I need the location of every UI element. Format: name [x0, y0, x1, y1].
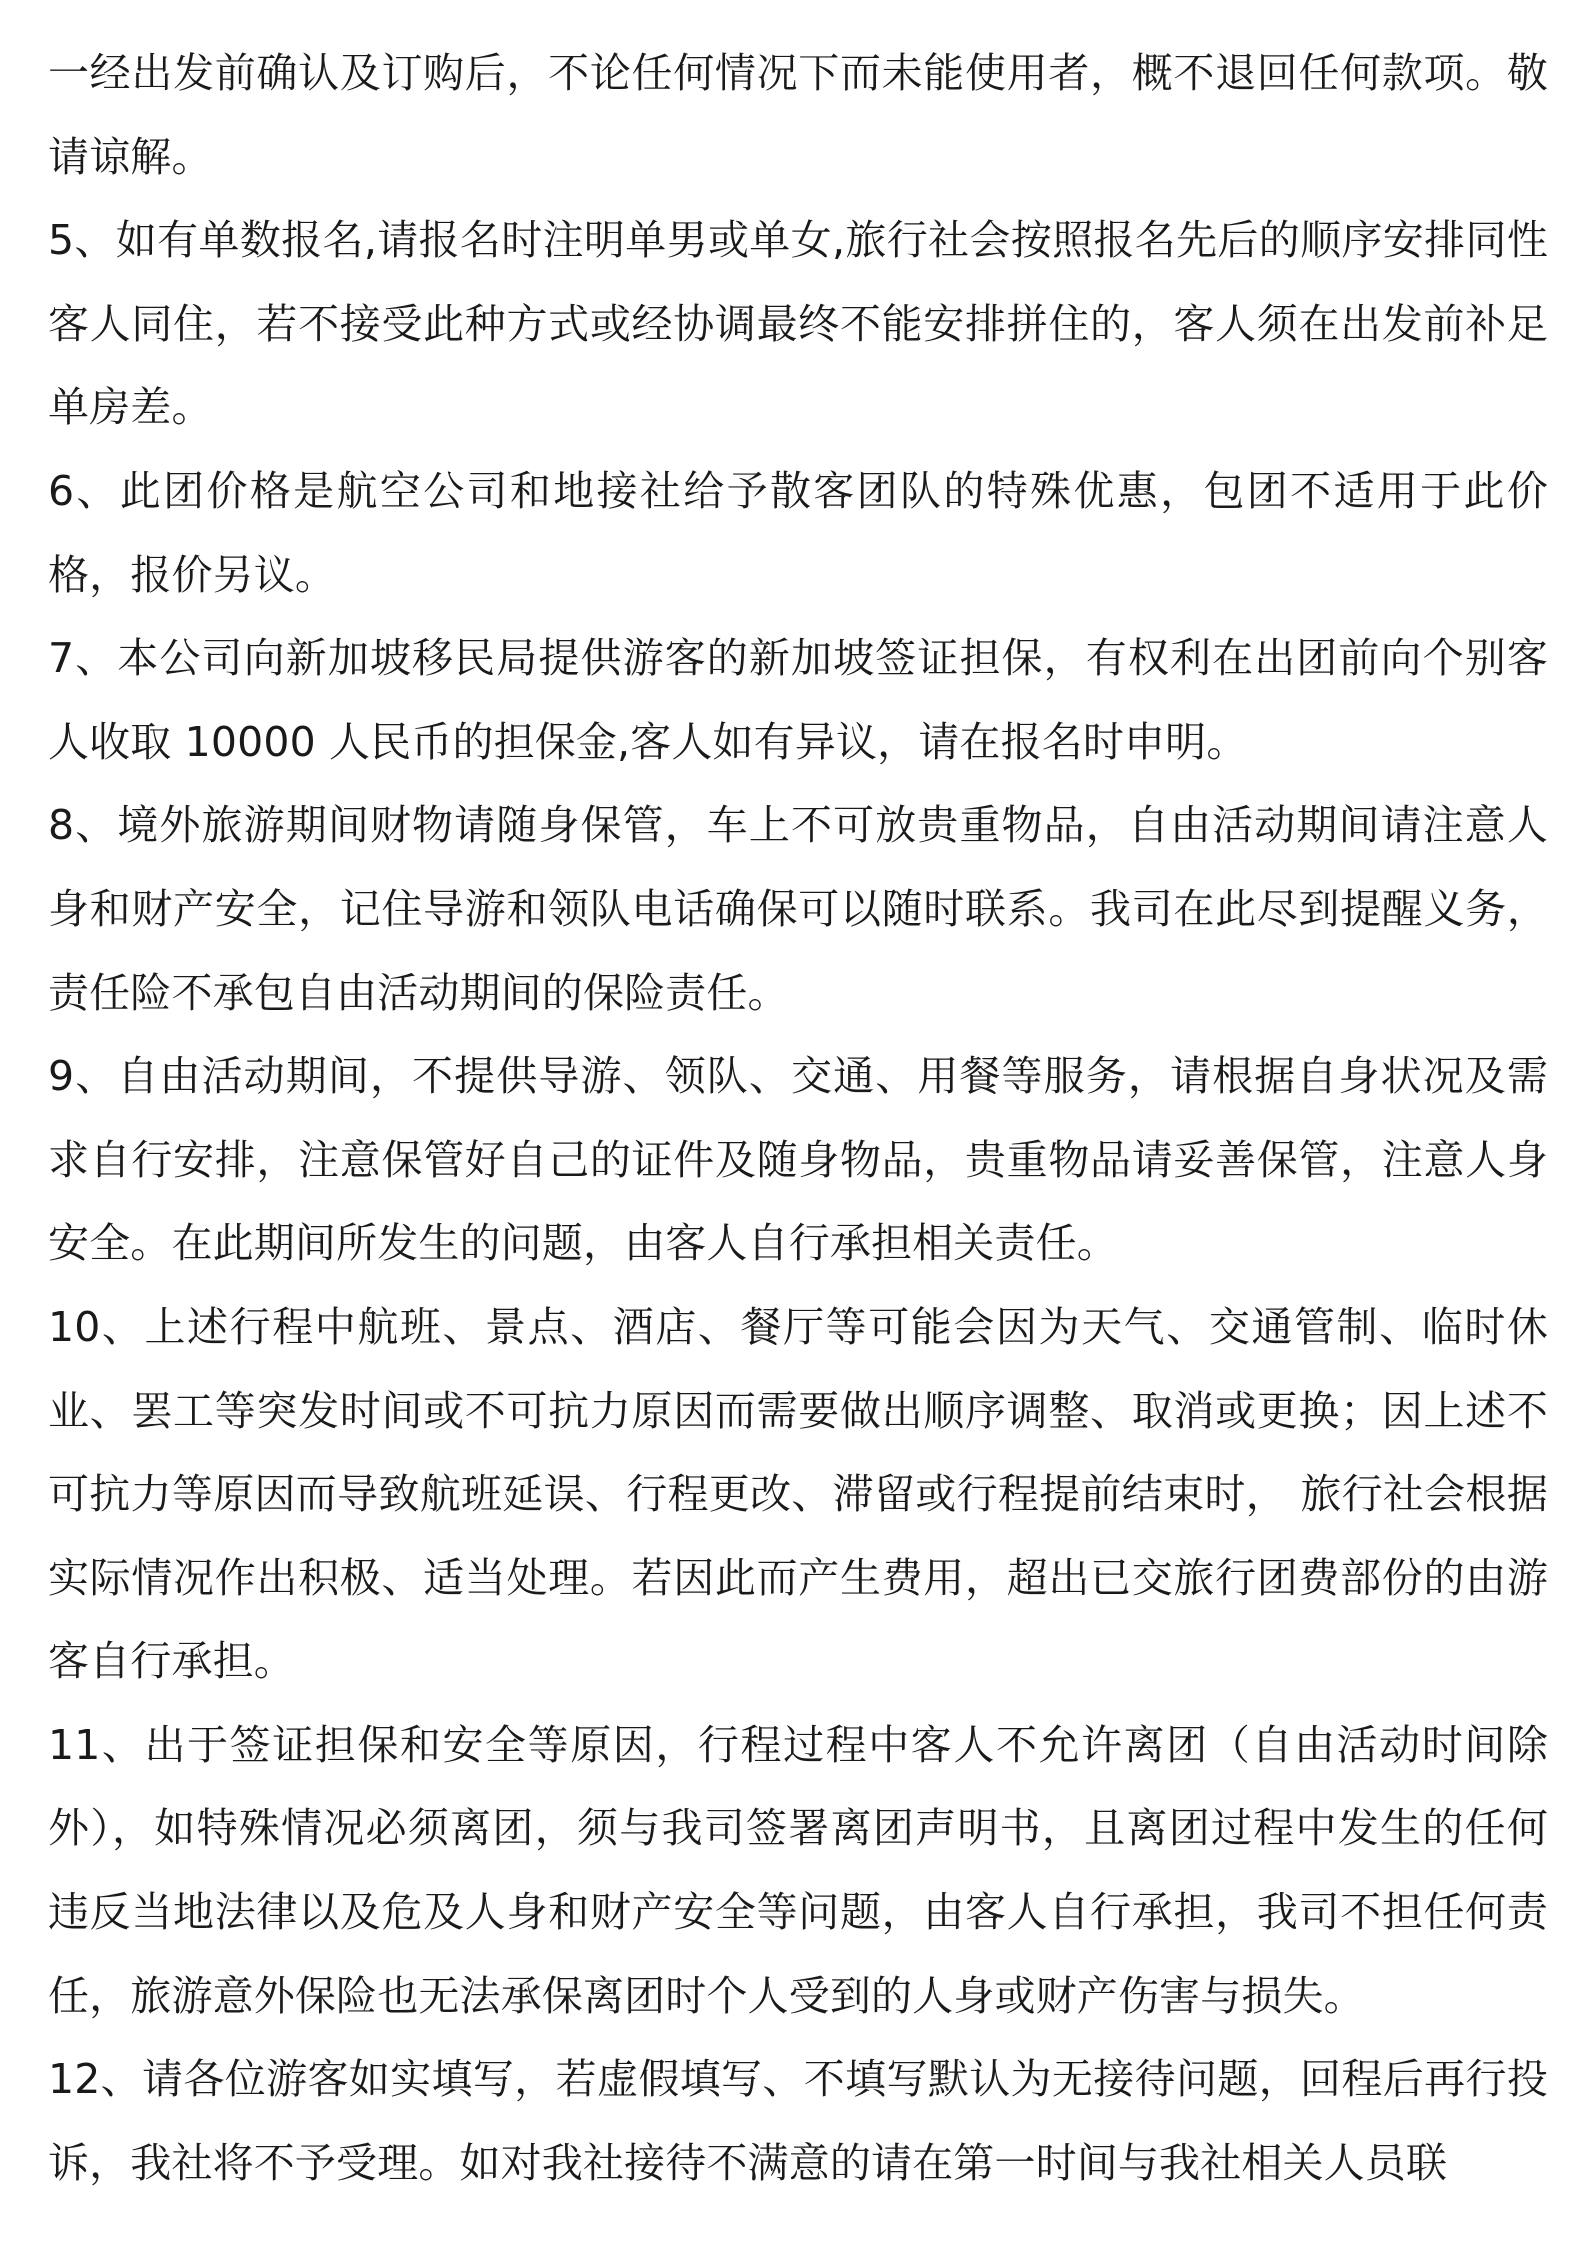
paragraph-item-5-single-room: 5、如有单数报名,请报名时注明单男或单女,旅行社会按照报名先后的顺序安排同性客人同住，若不接受此种方式或经协调最终不能安排拼住的，客人须在出发前补足单房差。	[48, 216, 1548, 432]
paragraph-item-7-visa-deposit: 7、本公司向新加坡移民局提供游客的新加坡签证担保，有权利在出团前向个别客人收取 10000 人民币的担保金,客人如有异议，请在报名时申明。	[48, 634, 1548, 766]
paragraph-refund-policy: 一经出发前确认及订购后，不论任何情况下而未能使用者，概不退回任何款项。敬请谅解。	[48, 49, 1548, 181]
paragraph-item-10-force-majeure: 10、上述行程中航班、景点、酒店、餐厅等可能会因为天气、交通管制、临时休业、罢工等突发时间或不可抗力原因而需要做出顺序调整、取消或更换；因上述不可抗力等原因而导致航班延误、行程更改、滞留或行程提前结束时， 旅行社会根据实际情况作出积极、适当处理。若因此而产生费用，超出已交旅行团费部份的由游客自行承担。	[48, 1302, 1548, 1686]
paragraph-item-9-free-activity: 9、自由活动期间，不提供导游、领队、交通、用餐等服务，请根据自身状况及需求自行安排，注意保管好自己的证件及随身物品，贵重物品请妥善保管，注意人身安全。在此期间所发生的问题，由客人自行承担相关责任。	[48, 1052, 1548, 1268]
paragraph-item-6-special-price: 6、此团价格是航空公司和地接社给予散客团队的特殊优惠，包团不适用于此价格，报价另议。	[48, 466, 1548, 599]
paragraph-item-8-property-safety: 8、境外旅游期间财物请随身保管，车上不可放贵重物品，自由活动期间请注意人身和财产安全，记住导游和领队电话确保可以随时联系。我司在此尽到提醒义务，责任险不承包自由活动期间的保险责任。	[48, 801, 1548, 1017]
paragraph-item-11-leaving-group: 11、出于签证担保和安全等原因，行程过程中客人不允许离团（自由活动时间除外），如特殊情况必须离团，须与我司签署离团声明书，且离团过程中发生的任何违反当地法律以及危及人身和财产安全等问题，由客人自行承担，我司不担任何责任，旅游意外保险也无法承保离团时个人受到的人身或财产伤害与损失。	[48, 1720, 1548, 2020]
paragraph-item-12-feedback: 12、请各位游客如实填写，若虚假填写、不填写默认为无接待问题，回程后再行投诉，我社将不予受理。如对我社接待不满意的请在第一时间与我社相关人员联	[48, 2055, 1548, 2187]
terms-text-block	[48, 32, 1548, 2205]
